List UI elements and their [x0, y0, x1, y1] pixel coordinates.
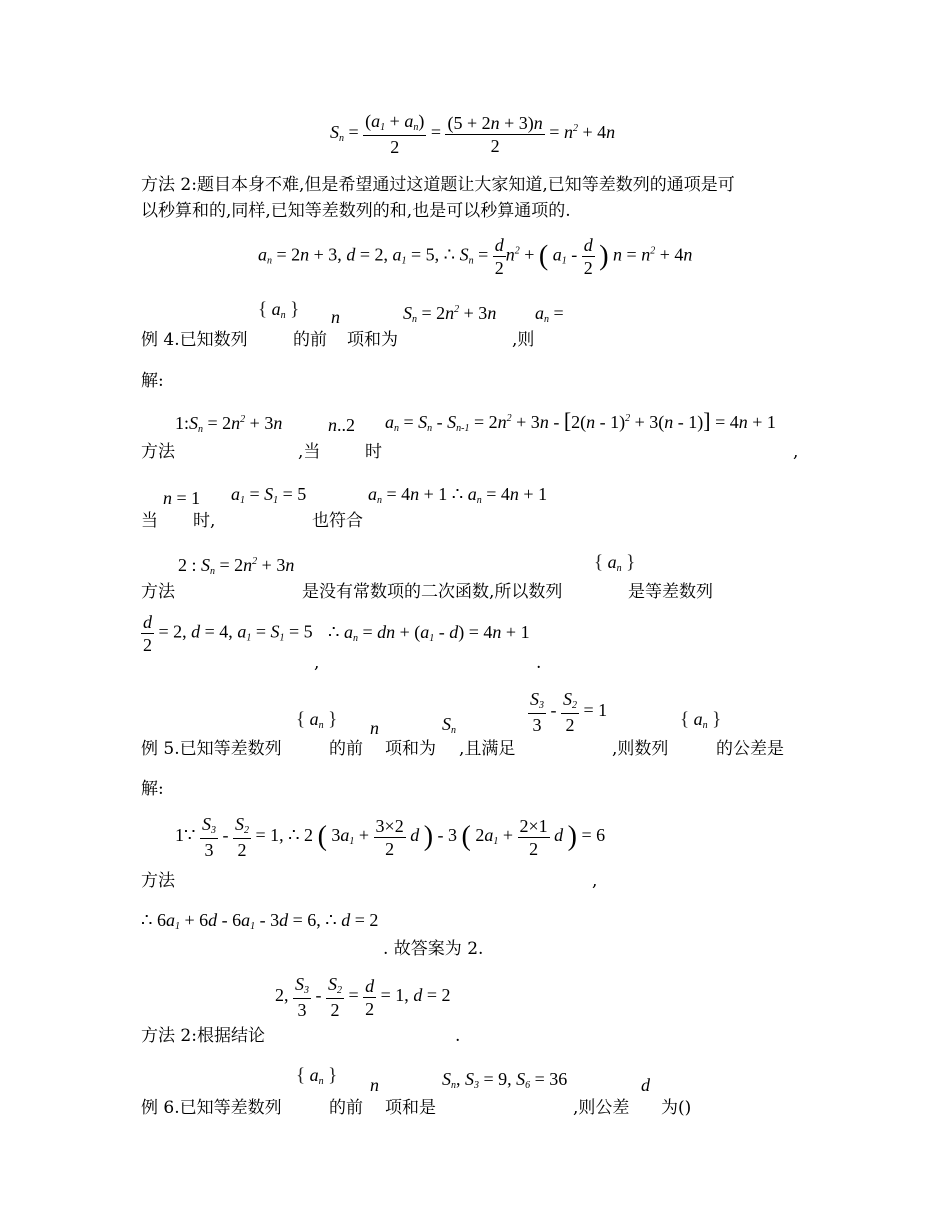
ex5-label: 例 5.已知等差数列	[141, 739, 282, 759]
ex4-method2-text: 是没有常数项的二次函数,所以数列	[302, 582, 563, 602]
formula-sum-derivation: $S_n$ = $\frac{(a_1 + a_n)}{2}$ = $\frac{(5 + 2n + 3)n}{2}$ = $n^2 + 4n$	[330, 111, 616, 157]
ex5-answer: . 故答案为 2.	[383, 939, 484, 959]
ex5-method2-dot: .	[455, 1026, 461, 1046]
ex4-an-blank: $a_n$ =	[535, 303, 564, 325]
ex4-method1-comma: ,	[793, 442, 799, 462]
ex5-condition: $\frac{S_3}{3}$ - $\frac{S_2}{2}$ = 1	[530, 689, 608, 735]
ex5-mid3: ,且满足	[459, 739, 516, 759]
method2-paragraph-line1: 方法 2:题目本身不难,但是希望通过这道题让大家知道,已知等差数列的通项是可	[141, 175, 735, 195]
ex4-method1-when: ,当	[298, 442, 321, 462]
ex5-sn-symbol: $S_n$	[442, 714, 456, 736]
ex5-method1-derivation: ∴ $6a_1 + 6d - 6a_1 - 3d = 6$, ∴ d = 2	[141, 910, 379, 932]
ex5-method1-label: 方法	[141, 871, 175, 891]
ex4-method2-end: 是等差数列	[628, 582, 713, 602]
ex4-method1-time: 时	[365, 442, 382, 462]
ex4-method1-derivation: $a_n = S_n - S_{n-1} = 2n^2 + 3n - [2(n - 1)^2 + 3(n - 1)] = 4n + 1$	[385, 408, 776, 434]
ex4-seq-symbol: { $a_n$ }	[258, 299, 300, 321]
ex4-end: ,则	[512, 330, 535, 350]
ex5-mid4: ,则数列	[612, 739, 669, 759]
ex5-end: 的公差是	[716, 739, 784, 759]
ex4-mid2: 项和为	[347, 330, 398, 350]
ex4-method1-formula: $1:S_n = 2n^2 + 3n$	[175, 413, 283, 435]
ex4-time2: 时,	[193, 511, 216, 531]
solution-label-2: 解:	[141, 779, 164, 799]
ex5-mid1: 的前	[329, 739, 363, 759]
ex4-method2-label: 方法	[141, 582, 175, 602]
ex6-end: 为()	[661, 1098, 692, 1118]
ex4-method2-comma: ,	[314, 653, 320, 673]
ex5-n-symbol: n	[370, 718, 379, 738]
method2-paragraph-line2: 以秒算和的,同样,已知等差数列的和,也是可以秒算通项的.	[141, 201, 571, 221]
ex5-mid2: 项和为	[385, 739, 436, 759]
ex4-when2: 当	[141, 511, 158, 531]
ex6-n-symbol: n	[370, 1075, 379, 1095]
ex6-mid2: 项和是	[385, 1098, 436, 1118]
ex6-mid3: ,则公差	[573, 1098, 630, 1118]
ex4-a1-value: $a_1 = S_1 = 5$	[231, 484, 307, 506]
ex6-given: $S_n$, $S_3 = 9$, $S_6 = 36$	[442, 1069, 568, 1091]
ex4-method1-label: 方法	[141, 442, 175, 462]
solution-label: 解:	[141, 371, 164, 391]
ex4-an-result: $a_n = 4n + 1$ ∴ $a_n = 4n + 1$	[368, 484, 548, 506]
ex4-n-symbol: n	[331, 307, 340, 327]
ex6-mid1: 的前	[329, 1098, 363, 1118]
ex4-n-equals-1: n = 1	[163, 488, 201, 508]
ex5-seq-symbol-2: { $a_n$ }	[680, 709, 722, 731]
ex6-d-symbol: d	[641, 1075, 650, 1095]
ex4-method2-seq: { $a_n$ }	[594, 552, 636, 574]
ex6-label: 例 6.已知等差数列	[141, 1098, 282, 1118]
ex6-seq-symbol: { $a_n$ }	[296, 1065, 338, 1087]
ex4-method1-condition: n..2	[328, 415, 355, 435]
ex4-method2-derivation: $\frac{d}{2}$ = 2, d = 4, $a_1 = S_1 = 5$	[143, 612, 313, 655]
ex4-method2-formula: 2 : $S_n = 2n^2 + 3n$	[178, 555, 295, 577]
formula-method2: $a_n = 2n + 3$, d = 2, $a_1 = 5$, ∴ $S_n$ = $\frac{d}{2}$ $n^2$ + ( $a_1$ - $\frac{d}{2}$ ) $n = n^2 + 4n$	[258, 235, 693, 278]
ex4-mid1: 的前	[293, 330, 327, 350]
ex5-method2-formula: 2, $\frac{S_3}{3}$ - $\frac{S_2}{2}$ = $\frac{d}{2}$ = 1, d = 2	[275, 974, 451, 1020]
ex5-method1-formula: 1∵ $\frac{S_3}{3}$ - $\frac{S_2}{2}$ = 1, ∴ 2 ( $3a_1$ + $\frac{3\times 2}{2}$ d ) - 3 ( $2a_1$ + $\frac{2\times 1}{2}$ d ) = 6	[175, 814, 606, 860]
ex4-method2-result: ∴ $a_n$ = dn + $(a_1 - d) = 4n + 1$	[328, 622, 530, 644]
ex4-label: 例 4.已知数列	[141, 330, 248, 350]
ex4-method2-dot: .	[536, 653, 542, 673]
ex5-method1-comma: ,	[592, 871, 598, 891]
ex4-fits: 也符合	[312, 511, 363, 531]
ex5-seq-symbol: { $a_n$ }	[296, 709, 338, 731]
ex5-method2-label: 方法 2:根据结论	[141, 1026, 265, 1046]
ex4-sn-formula: $S_n = 2n^2 + 3n$	[403, 303, 497, 325]
